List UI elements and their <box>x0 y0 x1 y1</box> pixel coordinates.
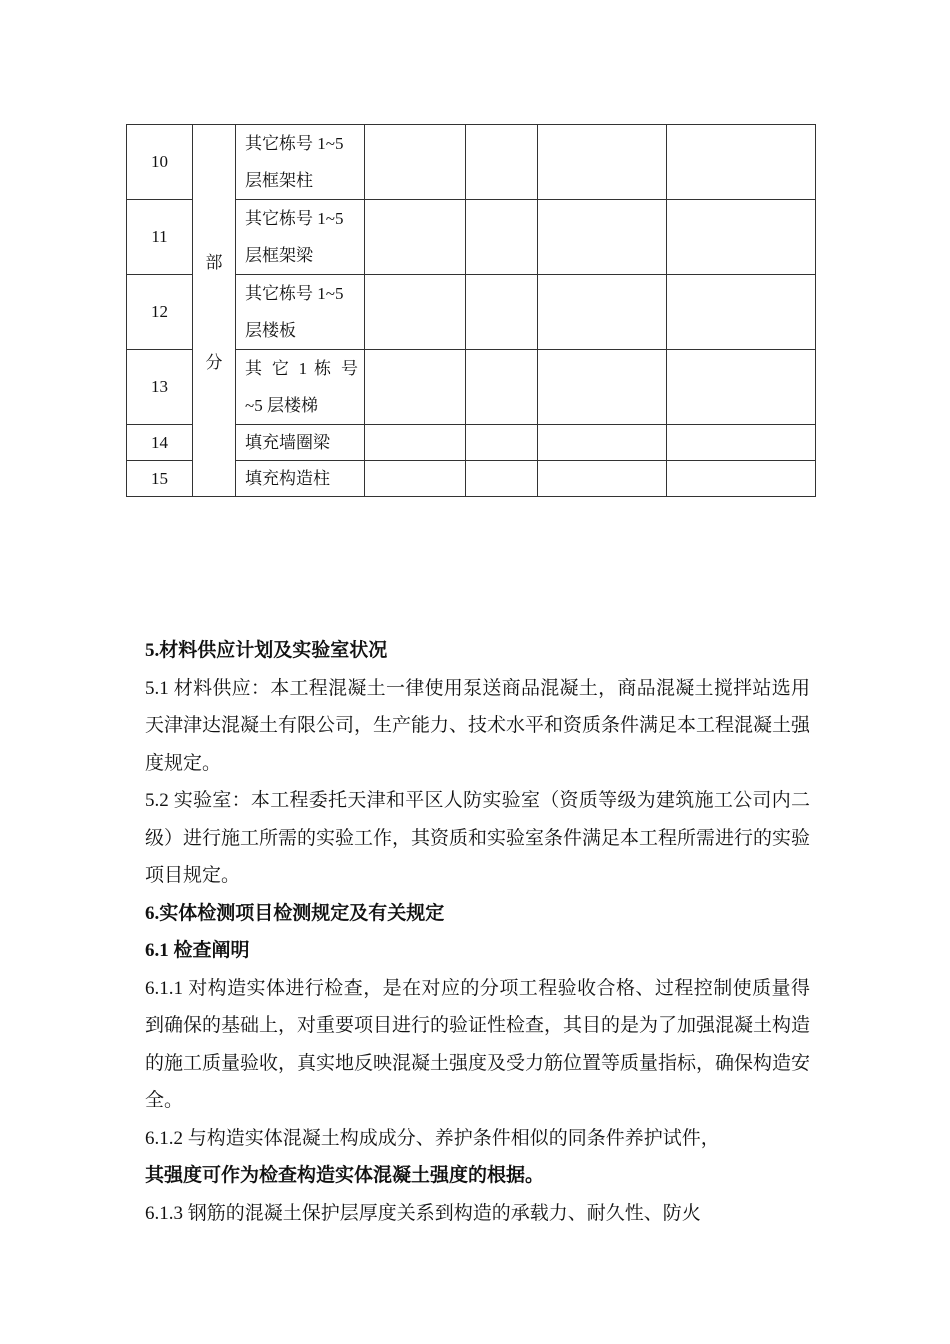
empty-cell <box>538 461 667 497</box>
section-heading-5: 5.材料供应计划及实验室状况 <box>145 640 388 661</box>
item-cell <box>236 200 365 275</box>
section-heading-6: 6.实体检测项目检测规定及有关规定 <box>145 902 445 924</box>
item-cell <box>236 350 365 425</box>
paragraph-5-1: 5.1 材料供应：本工程混凝土一律使用泵送商品混凝土，商品混凝土搅拌站选用天津津达混凝土有限公司，生产能力、技术水平和资质条件满足本工程混凝土强度规定。 <box>145 677 811 774</box>
paragraph-6-1-2-bold: 其强度可作为检查构造实体混凝土强度的根据。 <box>145 1165 545 1186</box>
part-cell <box>193 125 236 497</box>
row-number: 14 <box>127 425 193 461</box>
item-line: 其 它 1 栋 号 <box>245 359 358 378</box>
paragraph-6-1-1: 6.1.1 对构造实体进行检查，是在对应的分项工程验收合格、过程控制使质量得到确保的基础上，对重要项目进行的验证性检查，其目的是为了加强混凝土构造的施工质量验收，真实地反映混凝土强度及受力筋位置等质量指标，确保构造安全。 <box>145 977 811 1111</box>
empty-cell <box>365 461 466 497</box>
empty-cell <box>466 200 538 275</box>
empty-cell <box>365 350 466 425</box>
row-number: 15 <box>127 461 193 497</box>
paragraph-5-2: 5.2 实验室：本工程委托天津和平区人防实验室（资质等级为建筑施工公司内二级）进行施工所需的实验工作，其资质和实验室条件满足本工程所需进行的实验项目规定。 <box>145 790 811 886</box>
row-number: 12 <box>127 275 193 350</box>
item-line: 层框架柱 <box>245 171 313 190</box>
paragraph-6-1-2 <box>145 1120 810 1195</box>
part-label-bottom: 分 <box>205 353 223 372</box>
empty-cell <box>667 425 816 461</box>
item-line: ~5 层楼梯 <box>245 396 318 415</box>
row-number: 10 <box>127 125 193 200</box>
empty-cell <box>667 275 816 350</box>
row-number: 11 <box>127 200 193 275</box>
empty-cell <box>538 200 667 275</box>
empty-cell <box>365 275 466 350</box>
item-cell <box>236 125 365 200</box>
item-line: 层楼板 <box>245 321 296 340</box>
empty-cell <box>538 350 667 425</box>
empty-cell <box>538 275 667 350</box>
empty-cell <box>365 425 466 461</box>
empty-cell <box>538 425 667 461</box>
empty-cell <box>667 461 816 497</box>
inspection-table <box>126 124 816 497</box>
item-cell <box>236 275 365 350</box>
empty-cell <box>667 125 816 200</box>
empty-cell <box>466 461 538 497</box>
paragraph-6-1-2-text: 6.1.2 与构造实体混凝土构成成分、养护条件相似的同条件养护试件， <box>145 1127 720 1149</box>
empty-cell <box>667 350 816 425</box>
item-cell <box>236 461 365 497</box>
empty-cell <box>667 200 816 275</box>
paragraph-6-1-3: 6.1.3 钢筋的混凝土保护层厚度关系到构造的承载力、耐久性、防火 <box>145 1202 701 1224</box>
empty-cell <box>538 125 667 200</box>
document-body <box>145 632 810 1232</box>
item-line: 填充构造柱 <box>245 469 330 488</box>
item-line: 其它栋号 1~5 <box>245 284 344 303</box>
table-row <box>127 125 816 200</box>
item-line: 层框架梁 <box>245 246 313 265</box>
item-line: 其它栋号 1~5 <box>245 134 344 153</box>
item-line: 其它栋号 1~5 <box>245 209 344 228</box>
empty-cell <box>466 425 538 461</box>
empty-cell <box>466 125 538 200</box>
row-number: 13 <box>127 350 193 425</box>
part-label-top: 部 <box>205 253 223 272</box>
empty-cell <box>466 275 538 350</box>
section-heading-6-1: 6.1 检查阐明 <box>145 940 250 961</box>
item-cell <box>236 425 365 461</box>
empty-cell <box>466 350 538 425</box>
empty-cell <box>365 125 466 200</box>
item-line: 填充墙圈梁 <box>245 433 330 452</box>
empty-cell <box>365 200 466 275</box>
